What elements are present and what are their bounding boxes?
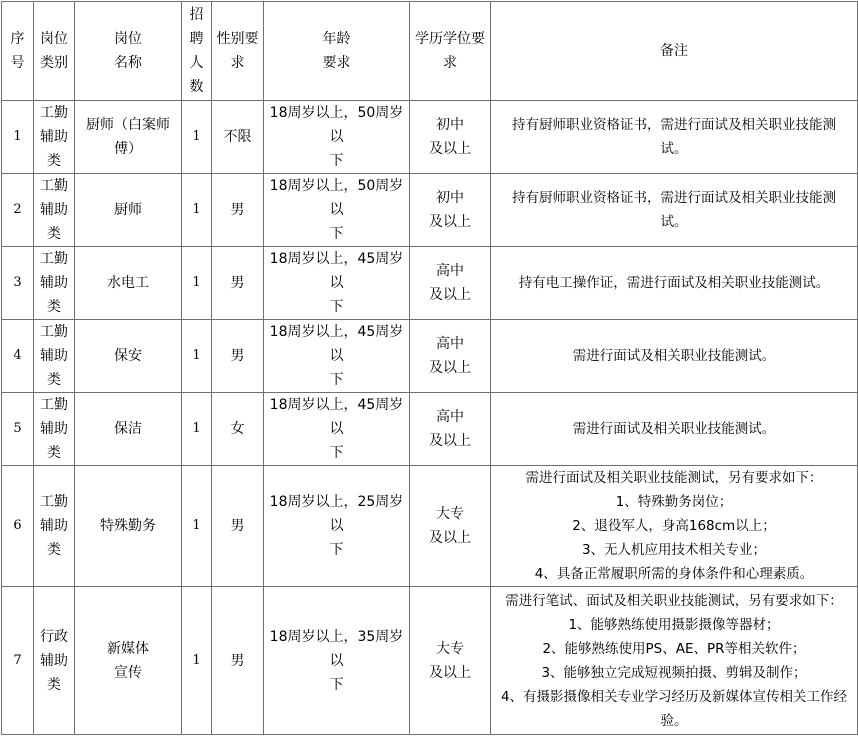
cell-category: 工勤 辅助 类 <box>34 466 75 587</box>
cell-age: 18周岁以上，50周岁以 下 <box>264 174 410 247</box>
cell-education: 大专 及以上 <box>410 587 491 735</box>
header-age: 年龄 要求 <box>264 2 410 101</box>
cell-gender: 男 <box>212 587 264 735</box>
cell-gender: 男 <box>212 174 264 247</box>
cell-education: 初中 及以上 <box>410 174 491 247</box>
cell-count: 1 <box>182 587 212 735</box>
cell-position: 特殊勤务 <box>75 466 182 587</box>
cell-seq: 2 <box>2 174 34 247</box>
cell-age: 18周岁以上，45周岁以 下 <box>264 320 410 393</box>
cell-count: 1 <box>182 320 212 393</box>
cell-note: 需进行面试及相关职业技能测试，另有要求如下： 1、特殊勤务岗位； 2、退役军人，身高168cm以上； 3、无人机应用技术相关专业； 4、具备正常履职所需的身体条件和心理素质。 <box>491 466 858 587</box>
recruitment-table <box>1 1 858 735</box>
table-row <box>2 466 858 587</box>
cell-gender: 女 <box>212 393 264 466</box>
cell-education: 大专 及以上 <box>410 466 491 587</box>
cell-note: 需进行笔试、面试及相关职业技能测试，另有要求如下： 1、能够熟练使用摄影摄像等器材； 2、能够熟练使用PS、AE、PR等相关软件； 3、能够独立完成短视频拍摄、剪辑及制作； 4、有摄影摄像相关专业学习经历及新媒体宣传相关工作经 验。 <box>491 587 858 735</box>
cell-gender: 男 <box>212 247 264 320</box>
cell-note: 持有厨师职业资格证书，需进行面试及相关职业技能测 试。 <box>491 174 858 247</box>
cell-seq: 7 <box>2 587 34 735</box>
cell-position: 厨师（白案师 傅） <box>75 101 182 174</box>
cell-gender: 男 <box>212 466 264 587</box>
cell-category: 工勤 辅助 类 <box>34 174 75 247</box>
cell-age: 18周岁以上，35周岁以 下 <box>264 587 410 735</box>
cell-seq: 4 <box>2 320 34 393</box>
header-seq: 序 号 <box>2 2 34 101</box>
table-row <box>2 101 858 174</box>
cell-seq: 3 <box>2 247 34 320</box>
table-row <box>2 320 858 393</box>
cell-gender: 不限 <box>212 101 264 174</box>
header-count: 招 聘 人 数 <box>182 2 212 101</box>
cell-education: 高中 及以上 <box>410 393 491 466</box>
table-row <box>2 393 858 466</box>
cell-seq: 6 <box>2 466 34 587</box>
table-row <box>2 247 858 320</box>
cell-count: 1 <box>182 101 212 174</box>
cell-seq: 1 <box>2 101 34 174</box>
cell-category: 工勤 辅助 类 <box>34 320 75 393</box>
cell-note: 持有电工操作证，需进行面试及相关职业技能测试。 <box>491 247 858 320</box>
cell-count: 1 <box>182 466 212 587</box>
cell-education: 初中 及以上 <box>410 101 491 174</box>
cell-gender: 男 <box>212 320 264 393</box>
table-row <box>2 174 858 247</box>
cell-category: 工勤 辅助 类 <box>34 393 75 466</box>
cell-position: 厨师 <box>75 174 182 247</box>
cell-category: 行政 辅助 类 <box>34 587 75 735</box>
header-position: 岗位 名称 <box>75 2 182 101</box>
header-category: 岗位 类别 <box>34 2 75 101</box>
cell-note: 需进行面试及相关职业技能测试。 <box>491 320 858 393</box>
cell-education: 高中 及以上 <box>410 247 491 320</box>
cell-position: 保洁 <box>75 393 182 466</box>
cell-age: 18周岁以上，50周岁以 下 <box>264 101 410 174</box>
cell-position: 水电工 <box>75 247 182 320</box>
cell-count: 1 <box>182 174 212 247</box>
cell-age: 18周岁以上，45周岁以 下 <box>264 393 410 466</box>
cell-note: 持有厨师职业资格证书，需进行面试及相关职业技能测 试。 <box>491 101 858 174</box>
cell-seq: 5 <box>2 393 34 466</box>
cell-count: 1 <box>182 393 212 466</box>
header-note: 备注 <box>491 2 858 101</box>
header-row <box>2 2 858 101</box>
cell-age: 18周岁以上，45周岁以 下 <box>264 247 410 320</box>
header-education: 学历学位要 求 <box>410 2 491 101</box>
cell-count: 1 <box>182 247 212 320</box>
cell-age: 18周岁以上，25周岁以 下 <box>264 466 410 587</box>
cell-position: 保安 <box>75 320 182 393</box>
cell-note: 需进行面试及相关职业技能测试。 <box>491 393 858 466</box>
cell-position: 新媒体 宣传 <box>75 587 182 735</box>
table-row <box>2 587 858 735</box>
cell-category: 工勤 辅助 类 <box>34 101 75 174</box>
header-gender: 性别要 求 <box>212 2 264 101</box>
cell-education: 高中 及以上 <box>410 320 491 393</box>
cell-category: 工勤 辅助 类 <box>34 247 75 320</box>
